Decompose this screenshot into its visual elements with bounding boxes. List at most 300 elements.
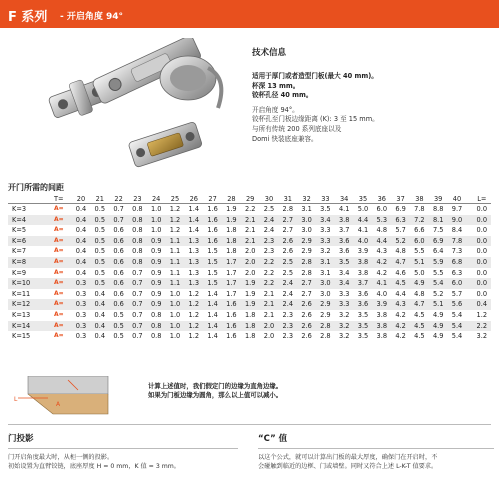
- column-header: 24: [151, 195, 161, 203]
- table-cell: 8.8: [432, 205, 444, 213]
- table-cell: 6.9: [432, 236, 444, 245]
- table-cell: 1.9: [244, 300, 256, 309]
- table-cell: 1.3: [188, 257, 200, 266]
- row-a-label: A=: [54, 279, 64, 287]
- table-cell: 2.1: [263, 300, 275, 309]
- row-l-value: 0.0: [476, 268, 488, 277]
- table-cell: 0.9: [150, 279, 162, 288]
- table-cell: 5.9: [432, 257, 444, 266]
- row-l-value: 0.0: [476, 247, 488, 256]
- table-cell: 0.7: [132, 310, 143, 319]
- table-cell: 2.5: [282, 257, 294, 266]
- table-cell: 1.0: [169, 321, 181, 330]
- column-header: 31: [283, 195, 292, 203]
- table-cell: 7.3: [451, 247, 463, 256]
- table-cell: 0.3: [75, 332, 87, 341]
- table-row: [8, 215, 491, 226]
- column-header: 28: [227, 195, 236, 203]
- edge-note-line: 计算上述值时，我们假定门的边缘为直角边缘。: [148, 382, 283, 390]
- table-cell: 0.3: [75, 279, 87, 288]
- table-cell: 2.6: [301, 332, 312, 341]
- row-k-label: K=7: [12, 247, 27, 256]
- table-cell: 0.9: [150, 289, 162, 298]
- table-cell: 0.4: [75, 205, 87, 213]
- series-title: F 系列: [8, 10, 48, 25]
- table-cell: 0.6: [113, 300, 124, 309]
- table-cell: 1.1: [169, 247, 181, 256]
- table-cell: 0.8: [132, 215, 143, 224]
- table-cell: 1.4: [207, 300, 218, 309]
- column-header: 38: [415, 195, 424, 203]
- row-l-value: 0.4: [476, 300, 488, 309]
- table-cell: 6.0: [376, 205, 388, 213]
- row-k-label: K=4: [12, 215, 27, 224]
- table-cell: 1.3: [188, 268, 200, 277]
- row-k-label: K=12: [12, 300, 31, 309]
- technical-info: [252, 46, 492, 144]
- table-cell: 3.7: [357, 279, 369, 288]
- table-cell: 3.3: [320, 236, 331, 245]
- row-a-label: A=: [54, 268, 64, 276]
- tech-bold-line: 适用于厚门或者造型门板(最大 40 mm)。: [252, 72, 378, 80]
- table-cell: 3.9: [357, 247, 369, 256]
- row-l-value: 0.0: [476, 226, 488, 235]
- column-header: 21: [95, 195, 104, 203]
- technical-info-heading: 技术信息: [252, 48, 287, 58]
- table-cell: 5.2: [395, 236, 406, 245]
- table-cell: 5.1: [432, 300, 444, 309]
- row-k-label: K=9: [12, 268, 27, 277]
- table-cell: 5.4: [451, 310, 463, 319]
- diagram-l-label: L: [14, 396, 18, 403]
- table-cell: 2.3: [282, 310, 294, 319]
- table-cell: 2.0: [244, 268, 256, 277]
- column-header: 32: [302, 195, 311, 203]
- table-cell: 2.3: [263, 247, 275, 256]
- table-cell: 0.5: [94, 215, 106, 224]
- table-cell: 6.9: [395, 205, 406, 213]
- table-cell: 4.9: [432, 321, 444, 330]
- table-cell: 2.2: [263, 268, 275, 277]
- table-cell: 0.4: [94, 289, 106, 298]
- table-cell: 5.1: [414, 257, 425, 266]
- table-cell: 1.5: [207, 257, 218, 266]
- table-cell: 2.7: [301, 279, 312, 288]
- table-cell: 0.7: [113, 205, 124, 213]
- row-l-value: 3.2: [476, 332, 488, 341]
- table-cell: 1.7: [226, 289, 237, 298]
- table-cell: 1.4: [188, 226, 200, 235]
- column-header: 40: [452, 195, 462, 203]
- table-cell: 2.1: [244, 215, 256, 224]
- table-cell: 0.4: [94, 310, 106, 319]
- table-cell: 1.2: [188, 289, 200, 298]
- c-value-section: [258, 432, 494, 471]
- table-cell: 1.2: [188, 332, 200, 341]
- table-cell: 1.9: [244, 289, 256, 298]
- table-cell: 0.7: [132, 268, 143, 277]
- table-cell: 1.4: [188, 215, 200, 224]
- table-cell: 3.1: [320, 268, 331, 277]
- c-value-heading: “C” 值: [258, 432, 494, 449]
- table-cell: 1.2: [188, 300, 200, 309]
- table-cell: 3.3: [338, 300, 350, 309]
- table-cell: 2.7: [282, 226, 294, 235]
- table-cell: 0.9: [150, 257, 162, 266]
- table-cell: 0.4: [75, 226, 87, 235]
- divider: [8, 424, 491, 425]
- table-cell: 1.2: [169, 215, 181, 224]
- technical-info-details: [252, 106, 492, 144]
- header-l-label: L=: [477, 195, 487, 203]
- column-header: 20: [76, 195, 86, 203]
- table-cell: 6.3: [395, 215, 406, 224]
- table-cell: 1.2: [169, 226, 181, 235]
- edge-note-line: 如果为门板边缘为圆角，那么以上值可以减小。: [148, 391, 283, 399]
- table-cell: 0.6: [113, 268, 124, 277]
- table-cell: 2.5: [263, 205, 275, 213]
- table-row: [8, 289, 491, 300]
- table-cell: 5.7: [395, 226, 406, 235]
- table-cell: 3.6: [357, 300, 369, 309]
- table-cell: 0.5: [113, 310, 124, 319]
- table-cell: 1.7: [226, 279, 237, 288]
- table-cell: 0.8: [150, 332, 162, 341]
- row-k-label: K=11: [12, 289, 31, 298]
- table-cell: 2.4: [282, 279, 294, 288]
- table-cell: 0.8: [132, 247, 143, 256]
- row-k-label: K=14: [12, 321, 31, 330]
- column-header: 35: [358, 195, 368, 203]
- table-cell: 1.0: [150, 215, 162, 224]
- table-cell: 4.9: [432, 310, 444, 319]
- table-cell: 1.5: [207, 268, 218, 277]
- diagram-a-label: A: [56, 401, 61, 408]
- table-cell: 3.2: [338, 332, 350, 341]
- row-a-label: A=: [54, 310, 64, 318]
- table-cell: 0.7: [113, 215, 124, 224]
- table-cell: 1.7: [226, 257, 237, 266]
- table-cell: 4.4: [376, 236, 388, 245]
- table-cell: 4.3: [395, 300, 406, 309]
- table-cell: 3.3: [338, 289, 350, 298]
- table-cell: 3.2: [320, 247, 331, 256]
- table-cell: 1.6: [207, 205, 218, 213]
- table-cell: 3.6: [338, 236, 350, 245]
- table-cell: 2.8: [301, 257, 312, 266]
- table-row: [8, 204, 491, 215]
- table-cell: 6.0: [414, 236, 425, 245]
- table-cell: 3.4: [338, 268, 350, 277]
- table-cell: 5.6: [451, 300, 463, 309]
- table-cell: 1.0: [169, 332, 181, 341]
- table-cell: 1.9: [226, 215, 237, 224]
- row-a-label: A=: [54, 321, 64, 329]
- header-t-label: T=: [54, 195, 64, 203]
- table-cell: 1.3: [188, 236, 200, 245]
- column-header: 33: [321, 195, 330, 203]
- table-cell: 5.0: [414, 268, 425, 277]
- table-cell: 0.9: [150, 268, 162, 277]
- table-cell: 2.7: [282, 215, 294, 224]
- table-cell: 2.0: [244, 247, 256, 256]
- table-cell: 4.2: [395, 310, 406, 319]
- table-cell: 5.4: [451, 321, 463, 330]
- column-header: 23: [133, 195, 142, 203]
- table-cell: 1.1: [169, 268, 181, 277]
- table-cell: 6.3: [451, 268, 463, 277]
- table-cell: 2.9: [301, 236, 312, 245]
- table-cell: 0.4: [94, 332, 106, 341]
- table-cell: 4.5: [414, 332, 425, 341]
- column-header: 37: [396, 195, 405, 203]
- table-cell: 8.1: [432, 215, 444, 224]
- table-cell: 3.0: [320, 279, 331, 288]
- table-cell: 4.3: [376, 247, 388, 256]
- table-cell: 3.8: [376, 321, 388, 330]
- table-cell: 7.2: [414, 215, 425, 224]
- tech-bold-line: 杯深 13 mm。: [252, 81, 300, 90]
- table-cell: 0.5: [94, 236, 106, 245]
- tech-bold-line: 铰杯孔径 40 mm。: [252, 91, 313, 100]
- table-cell: 0.6: [113, 247, 124, 256]
- table-cell: 2.2: [263, 257, 275, 266]
- table-cell: 2.4: [282, 300, 294, 309]
- clearance-table: [8, 194, 491, 342]
- table-cell: 1.5: [207, 279, 218, 288]
- table-cell: 7.8: [451, 236, 463, 245]
- table-cell: 4.7: [414, 300, 425, 309]
- table-cell: 1.2: [188, 321, 200, 330]
- hinge-photo: [8, 38, 243, 183]
- c-value-line: 以这个公式，就可以计算出门板的最大厚度，确保门在开启时，不: [258, 454, 438, 461]
- table-cell: 3.5: [357, 310, 369, 319]
- table-cell: 0.6: [113, 257, 124, 266]
- table-cell: 4.5: [414, 310, 425, 319]
- door-edge-illustration: [8, 376, 128, 420]
- table-cell: 0.5: [94, 279, 106, 288]
- column-header: 22: [114, 195, 123, 203]
- table-cell: 3.9: [376, 300, 388, 309]
- row-k-label: K=5: [12, 226, 27, 235]
- table-cell: 2.2: [263, 279, 275, 288]
- table-cell: 0.8: [150, 321, 162, 330]
- table-cell: 1.1: [169, 236, 181, 245]
- table-cell: 1.1: [169, 257, 181, 266]
- door-edge-diagram: [8, 376, 128, 420]
- table-cell: 3.1: [320, 257, 331, 266]
- table-cell: 5.4: [432, 279, 444, 288]
- table-cell: 2.1: [244, 236, 256, 245]
- table-cell: 2.7: [301, 289, 312, 298]
- column-header: 26: [189, 195, 198, 203]
- row-l-value: 0.0: [476, 279, 488, 288]
- table-row: [8, 331, 491, 342]
- table-cell: 0.3: [75, 289, 87, 298]
- row-a-label: A=: [54, 226, 64, 234]
- table-cell: 0.3: [75, 321, 87, 330]
- table-cell: 4.1: [376, 279, 388, 288]
- table-row: [8, 321, 491, 332]
- table-cell: 2.9: [301, 247, 312, 256]
- table-cell: 5.5: [432, 268, 444, 277]
- table-cell: 0.4: [75, 215, 87, 224]
- table-cell: 2.6: [282, 247, 294, 256]
- table-cell: 4.4: [357, 215, 369, 224]
- table-cell: 1.4: [207, 332, 218, 341]
- table-cell: 3.1: [301, 205, 312, 213]
- table-cell: 0.8: [132, 257, 143, 266]
- table-cell: 0.6: [113, 279, 124, 288]
- table-cell: 3.5: [320, 205, 331, 213]
- clearance-table-title: 开门所需的间距: [8, 183, 64, 192]
- table-cell: 0.4: [94, 321, 106, 330]
- table-cell: 1.0: [150, 226, 162, 235]
- table-cell: 1.0: [169, 310, 181, 319]
- tech-line: 与所有传统 200 系列底座以及: [252, 124, 342, 133]
- table-cell: 0.5: [94, 257, 106, 266]
- table-cell: 4.1: [338, 205, 350, 213]
- table-cell: 4.5: [414, 321, 425, 330]
- table-cell: 9.0: [451, 215, 463, 224]
- series-subtitle: - 开启角度 94°: [60, 12, 124, 22]
- table-cell: 1.8: [226, 226, 237, 235]
- table-row: [8, 299, 491, 310]
- table-cell: 1.8: [244, 310, 256, 319]
- row-k-label: K=13: [12, 310, 31, 319]
- table-cell: 0.9: [150, 300, 162, 309]
- table-cell: 1.7: [226, 268, 237, 277]
- table-row: [8, 236, 491, 247]
- table-cell: 3.5: [357, 332, 369, 341]
- table-cell: 5.3: [376, 215, 388, 224]
- table-cell: 3.8: [376, 310, 388, 319]
- table-cell: 4.0: [357, 236, 369, 245]
- table-cell: 4.8: [395, 247, 406, 256]
- table-cell: 3.0: [320, 289, 331, 298]
- tech-line: Domi 快装底座兼容。: [252, 134, 318, 143]
- row-a-label: A=: [54, 332, 64, 340]
- table-cell: 5.2: [432, 289, 444, 298]
- row-l-value: 0.0: [476, 257, 488, 266]
- table-cell: 1.5: [207, 247, 218, 256]
- edge-note: [148, 382, 282, 400]
- table-cell: 0.3: [75, 310, 87, 319]
- table-cell: 1.6: [207, 236, 218, 245]
- table-cell: 3.4: [320, 215, 331, 224]
- table-cell: 4.2: [376, 268, 388, 277]
- column-header: 25: [170, 195, 180, 203]
- table-cell: 1.8: [244, 321, 256, 330]
- table-cell: 0.7: [132, 289, 143, 298]
- table-cell: 0.5: [94, 268, 106, 277]
- table-cell: 0.8: [150, 310, 162, 319]
- table-cell: 1.9: [226, 205, 237, 213]
- row-k-label: K=6: [12, 236, 27, 245]
- table-cell: 2.9: [320, 300, 331, 309]
- table-cell: 3.4: [338, 279, 350, 288]
- row-k-label: K=3: [12, 205, 27, 213]
- table-cell: 0.5: [94, 205, 106, 213]
- table-cell: 3.8: [357, 257, 369, 266]
- row-a-label: A=: [54, 257, 64, 265]
- table-cell: 4.2: [395, 332, 406, 341]
- table-cell: 2.6: [301, 321, 312, 330]
- table-cell: 8.4: [451, 226, 463, 235]
- table-cell: 4.2: [395, 321, 406, 330]
- table-cell: 1.6: [226, 332, 237, 341]
- table-row: [8, 246, 491, 257]
- table-cell: 0.5: [113, 321, 124, 330]
- header-bar: [0, 0, 499, 28]
- row-l-value: 2.2: [476, 321, 488, 330]
- table-cell: 6.0: [451, 279, 463, 288]
- table-cell: 1.8: [244, 332, 256, 341]
- tech-line: 开启角度 94°。: [252, 105, 299, 114]
- row-k-label: K=10: [12, 279, 31, 288]
- row-l-value: 0.0: [476, 205, 488, 213]
- table-cell: 0.7: [132, 279, 143, 288]
- table-row: [8, 310, 491, 321]
- table-cell: 6.4: [432, 247, 444, 256]
- c-value-text: [258, 453, 494, 471]
- table-cell: 2.8: [320, 321, 331, 330]
- table-cell: 0.5: [94, 247, 106, 256]
- table-cell: 2.4: [282, 289, 294, 298]
- table-cell: 4.8: [414, 289, 425, 298]
- table-cell: 0.5: [94, 226, 106, 235]
- row-a-label: A=: [54, 247, 64, 255]
- table-cell: 0.3: [75, 300, 87, 309]
- tech-line: 铰杯孔至门板边缘距离 (K): 3 至 15 mm。: [252, 115, 379, 124]
- table-cell: 3.2: [338, 310, 350, 319]
- table-cell: 0.6: [113, 236, 124, 245]
- table-cell: 4.7: [395, 257, 406, 266]
- table-cell: 2.3: [282, 332, 294, 341]
- column-header: 39: [433, 195, 443, 203]
- table-cell: 3.7: [338, 226, 350, 235]
- table-cell: 2.2: [244, 205, 256, 213]
- table-cell: 4.4: [395, 289, 406, 298]
- row-l-value: 0.0: [476, 236, 488, 245]
- table-cell: 3.0: [301, 226, 312, 235]
- row-l-value: 1.2: [476, 310, 488, 319]
- table-cell: 4.0: [376, 289, 388, 298]
- table-cell: 0.9: [150, 236, 162, 245]
- technical-info-bold: [252, 72, 492, 101]
- table-row: [8, 278, 491, 289]
- table-cell: 3.8: [357, 268, 369, 277]
- table-cell: 3.6: [357, 289, 369, 298]
- table-cell: 3.2: [338, 321, 350, 330]
- table-cell: 2.1: [263, 310, 275, 319]
- table-cell: 1.8: [226, 247, 237, 256]
- table-cell: 2.1: [263, 289, 275, 298]
- column-header: 27: [208, 195, 217, 203]
- table-cell: 0.4: [75, 268, 87, 277]
- row-l-value: 0.0: [476, 215, 488, 224]
- table-cell: 1.3: [188, 247, 200, 256]
- table-cell: 2.8: [301, 268, 312, 277]
- row-a-label: A=: [54, 215, 64, 223]
- table-cell: 1.4: [207, 289, 218, 298]
- table-cell: 1.0: [150, 205, 162, 213]
- table-cell: 1.3: [188, 279, 200, 288]
- table-cell: 1.1: [169, 279, 181, 288]
- table-cell: 1.6: [226, 300, 237, 309]
- table-cell: 2.5: [282, 268, 294, 277]
- row-a-label: A=: [54, 289, 64, 297]
